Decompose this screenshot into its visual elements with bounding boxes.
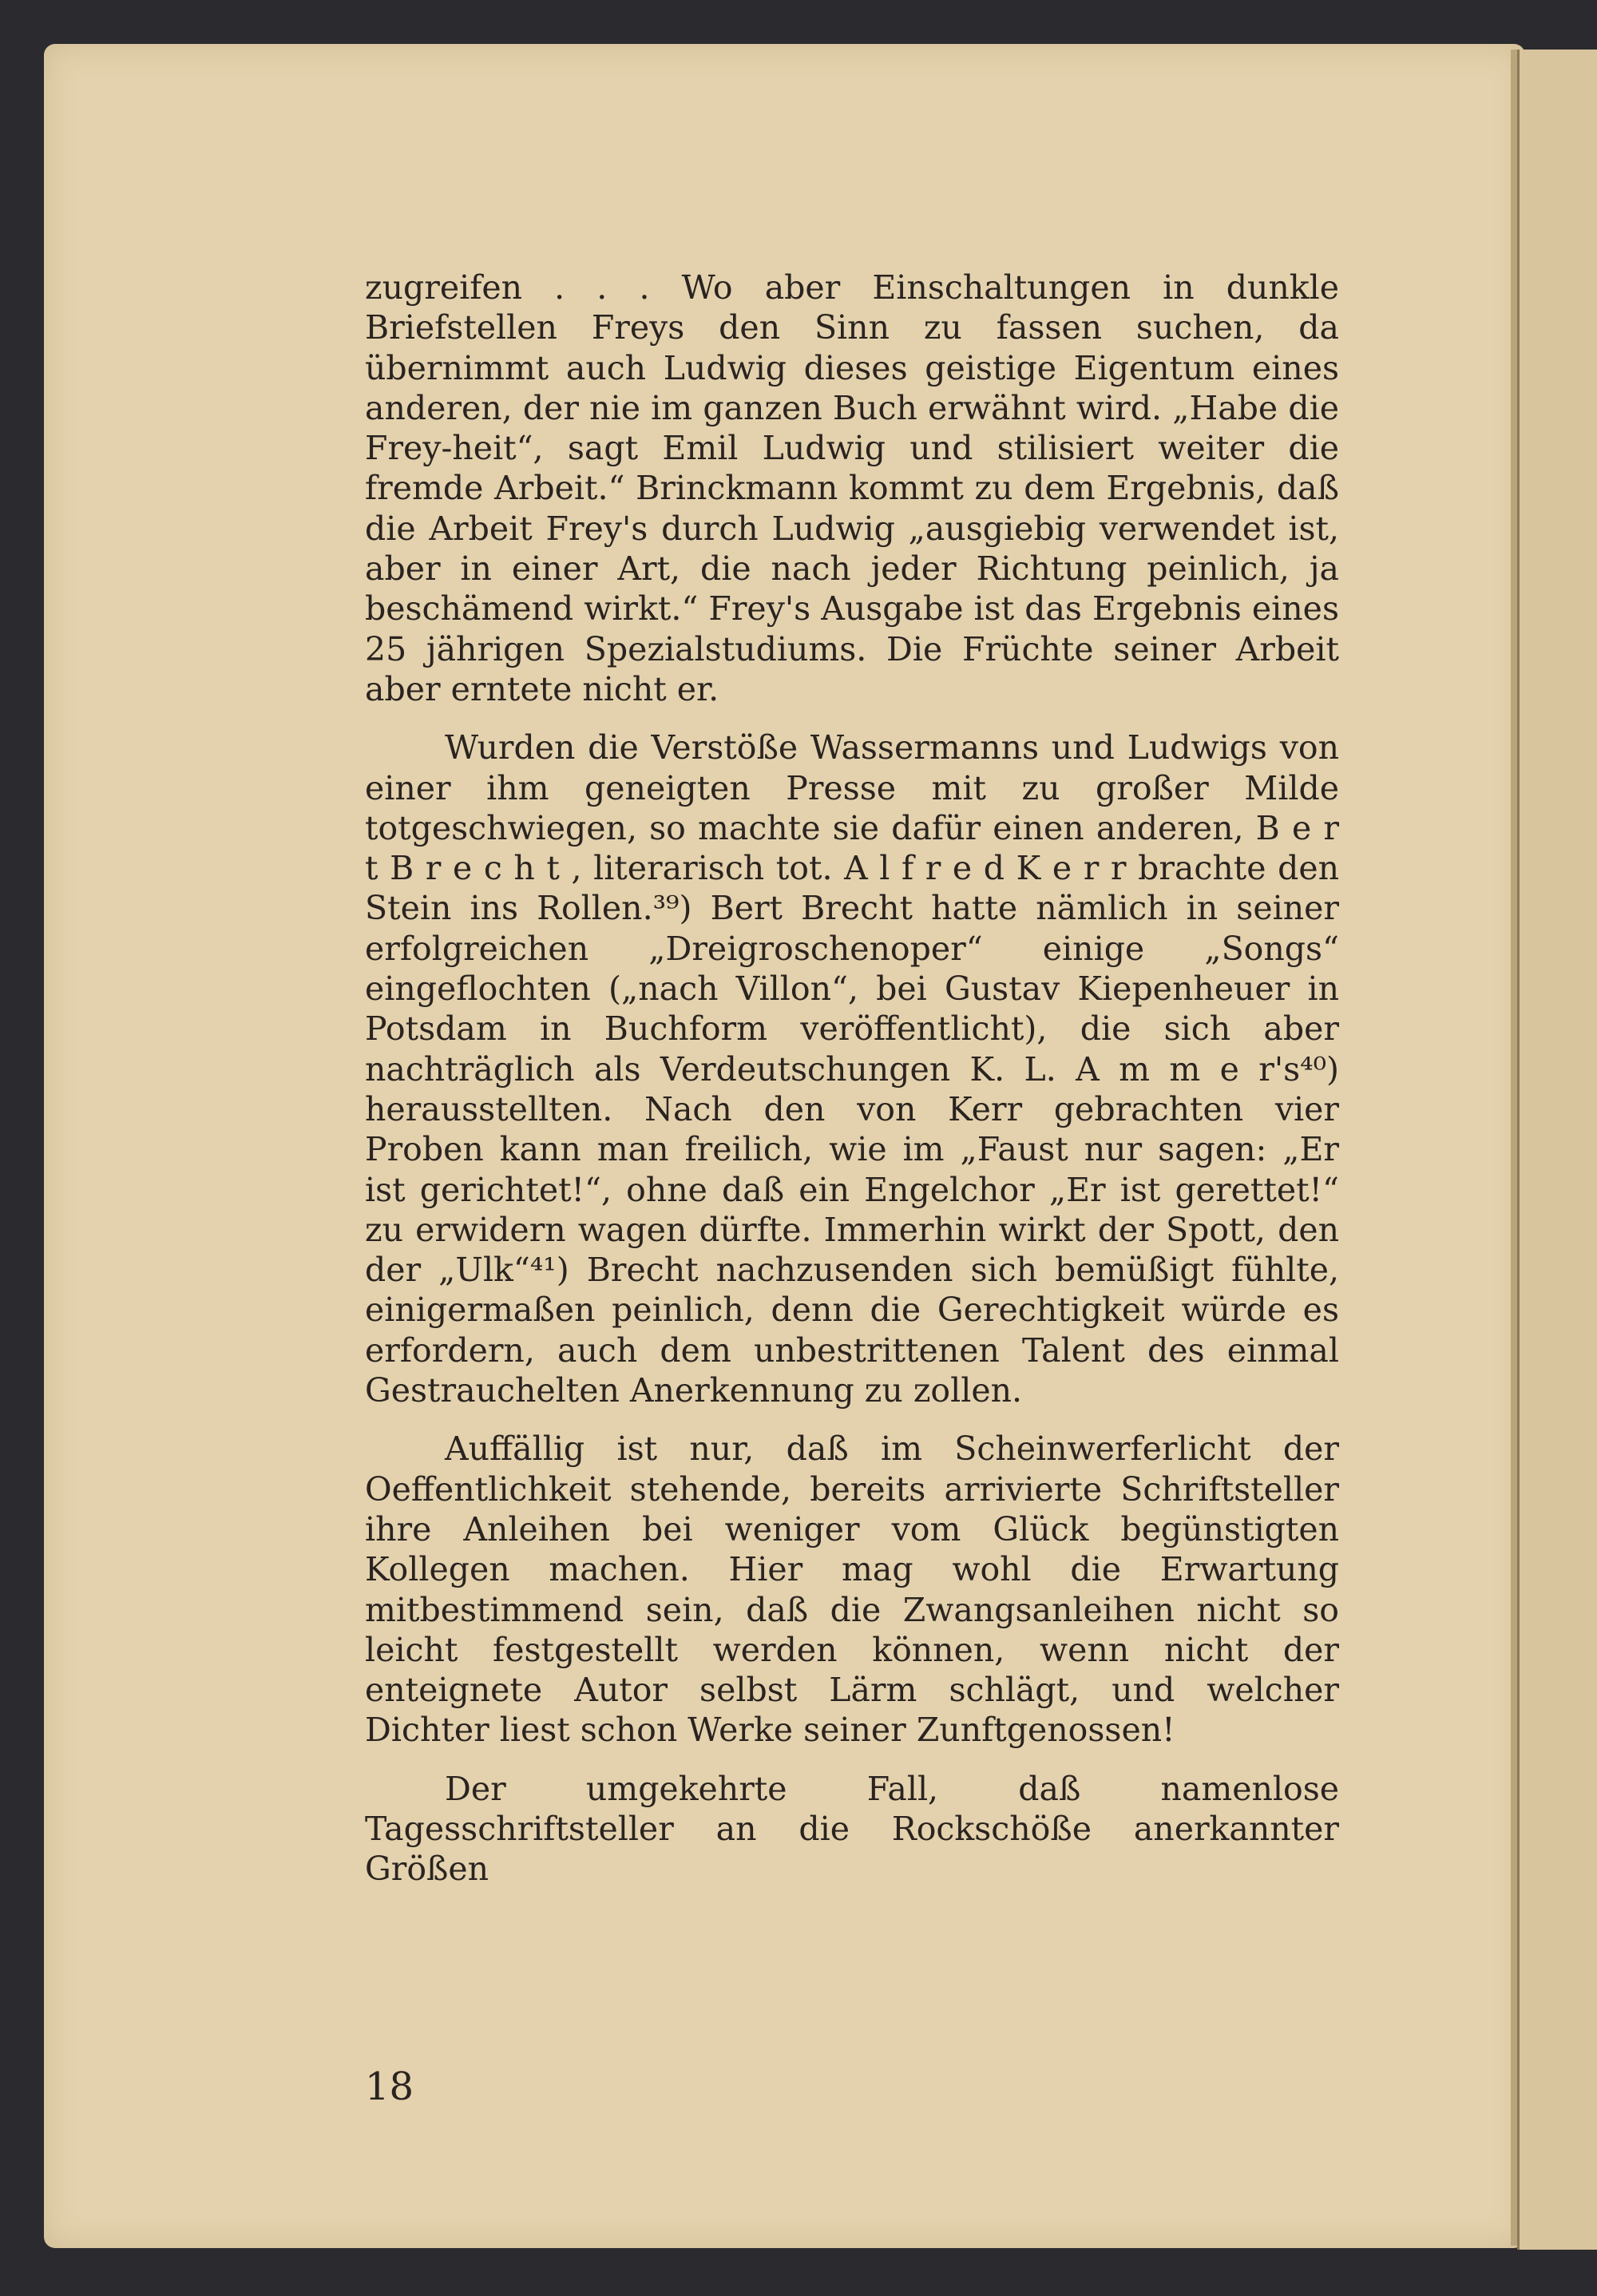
paragraph-3: Auffällig ist nur, daß im Scheinwerferlicht der Oeffentlichkeit stehende, bereits arrivierte Schriftsteller ihre Anleihen bei weniger vom Glück begünstigten Kollegen machen. Hier mag wohl die Erwartung mitbestimmend sein, daß die Zwangsanleihen nicht so leicht festgestellt werden können, wenn nicht der enteignete Autor selbst Lärm schlägt, und welcher Dichter liest schon Werke seiner Zunftgenossen! [365,1430,1339,1750]
paragraph-4: Der umgekehrte Fall, daß namenlose Tagesschriftsteller an die Rockschöße anerkannter Größen [365,1769,1339,1889]
body-text [365,268,1339,1908]
adjacent-page-edge [1517,50,1597,2250]
page-number: 18 [365,2064,414,2109]
book-page [44,44,1525,2248]
book-gutter [1511,50,1517,2246]
paragraph-1: zugreifen . . . Wo aber Einschaltungen in dunkle Briefstellen Freys den Sinn zu fassen suchen, da übernimmt auch Ludwig dieses geistige Eigentum eines anderen, der nie im ganzen Buch erwähnt wird. „Habe die Frey-heit“, sagt Emil Ludwig und stilisiert weiter die fremde Arbeit.“ Brinckmann kommt zu dem Ergebnis, daß die Arbeit Frey's durch Ludwig „ausgiebig verwendet ist, aber in einer Art, die nach jeder Richtung peinlich, ja beschämend wirkt.“ Frey's Ausgabe ist das Ergebnis eines 25 jährigen Spezialstudiums. Die Früchte seiner Arbeit aber erntete nicht er. [365,268,1339,708]
paragraph-2: Wurden die Verstöße Wassermanns und Ludwigs von einer ihm geneigten Presse mit zu großer Milde totgeschwiegen, so machte sie dafür einen anderen, B e r t B r e c h t , literarisch tot. A l f r e d K e r r brachte den Stein ins Rollen.³⁹) Bert Brecht hatte nämlich in seiner erfolgreichen „Dreigroschenoper“ einige „Songs“ eingeflochten („nach Villon“, bei Gustav Kiepenheuer in Potsdam in Buchform veröffentlicht), die sich aber nachträglich als Verdeutschungen K. L. A m m e r's⁴⁰) herausstellten. Nach den von Kerr gebrachten vier Proben kann man freilich, wie im „Faust nur sagen: „Er ist gerichtet!“, ohne daß ein Engelchor „Er ist gerettet!“ zu erwidern wagen dürfte. Immerhin wirkt der Spott, den der „Ulk“⁴¹) Brecht nachzusenden sich bemüßigt fühlte, einigermaßen peinlich, denn die Gerechtigkeit würde es erfordern, auch dem unbestrittenen Talent des einmal Gestrauchelten Anerkennung zu zollen. [365,728,1339,1410]
